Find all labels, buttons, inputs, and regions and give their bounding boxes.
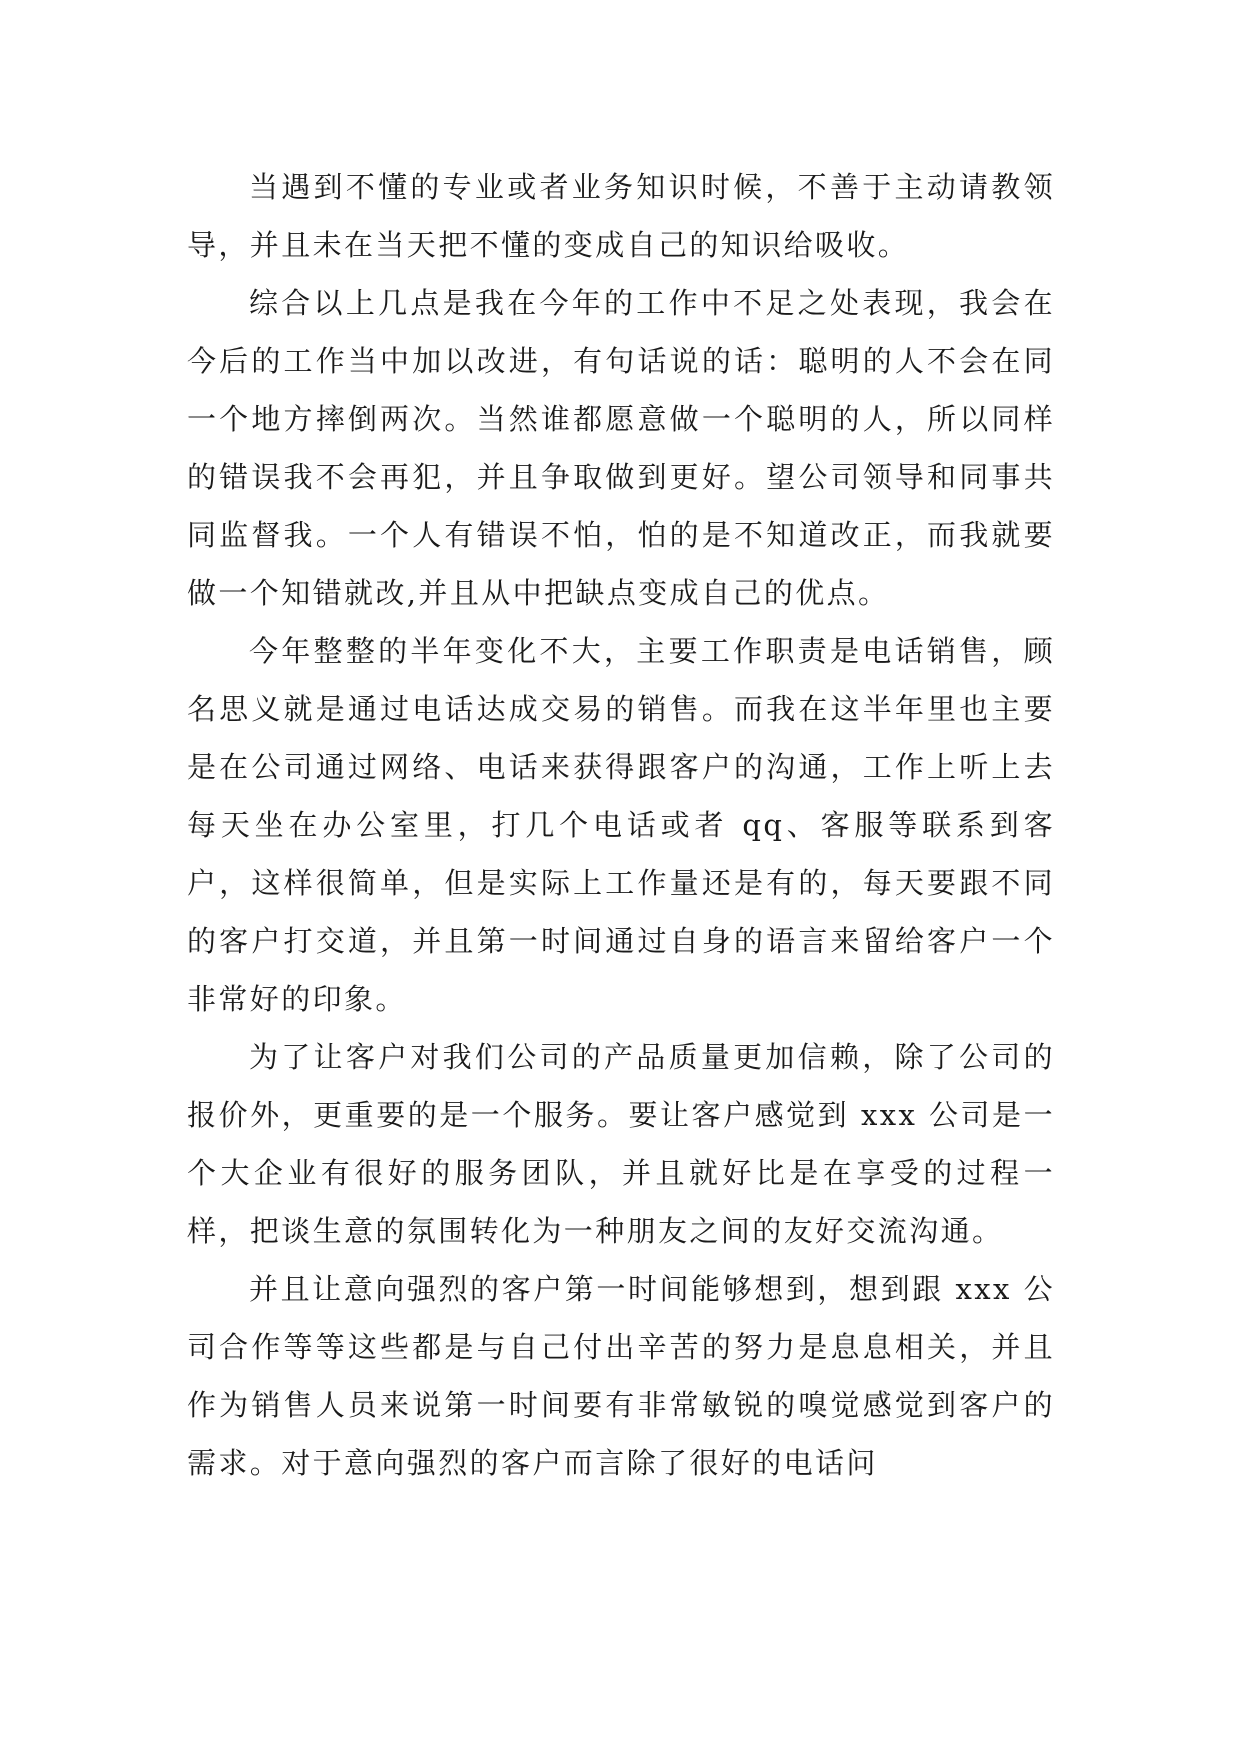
paragraph: 并且让意向强烈的客户第一时间能够想到，想到跟 xxx 公司合作等等这些都是与自己付出辛苦的努力是息息相关，并且作为销售人员来说第一时间要有非常敏锐的嗅觉感觉到客户的需求。对于意向强烈的客户而言除了很好的电话问 — [187, 1272, 1055, 1480]
paragraph: 今年整整的半年变化不大，主要工作职责是电话销售，顾名思义就是通过电话达成交易的销售。而我在这半年里也主要是在公司通过网络、电话来获得跟客户的沟通，工作上听上去每天坐在办公室里，打几个电话或者 qq、客服等联系到客户，这样很简单，但是实际上工作量还是有的，每天要跟不同的客户打交道，并且第一时间通过自身的语言来留给客户一个非常好的印象。 — [187, 634, 1055, 1016]
paragraph: 当遇到不懂的专业或者业务知识时候，不善于主动请教领导，并且未在当天把不懂的变成自己的知识给吸收。 — [187, 170, 1055, 262]
paragraph: 为了让客户对我们公司的产品质量更加信赖，除了公司的报价外，更重要的是一个服务。要让客户感觉到 xxx 公司是一个大企业有很好的服务团队，并且就好比是在享受的过程一样，把谈生意的氛围转化为一种朋友之间的友好交流沟通。 — [187, 1040, 1055, 1248]
paragraph: 综合以上几点是我在今年的工作中不足之处表现，我会在今后的工作当中加以改进，有句话说的话：聪明的人不会在同一个地方摔倒两次。当然谁都愿意做一个聪明的人，所以同样的错误我不会再犯，并且争取做到更好。望公司领导和同事共同监督我。一个人有错误不怕，怕的是不知道改正，而我就要做一个知错就改,并且从中把缺点变成自己的优点。 — [187, 286, 1055, 610]
document-body — [187, 158, 1055, 1492]
